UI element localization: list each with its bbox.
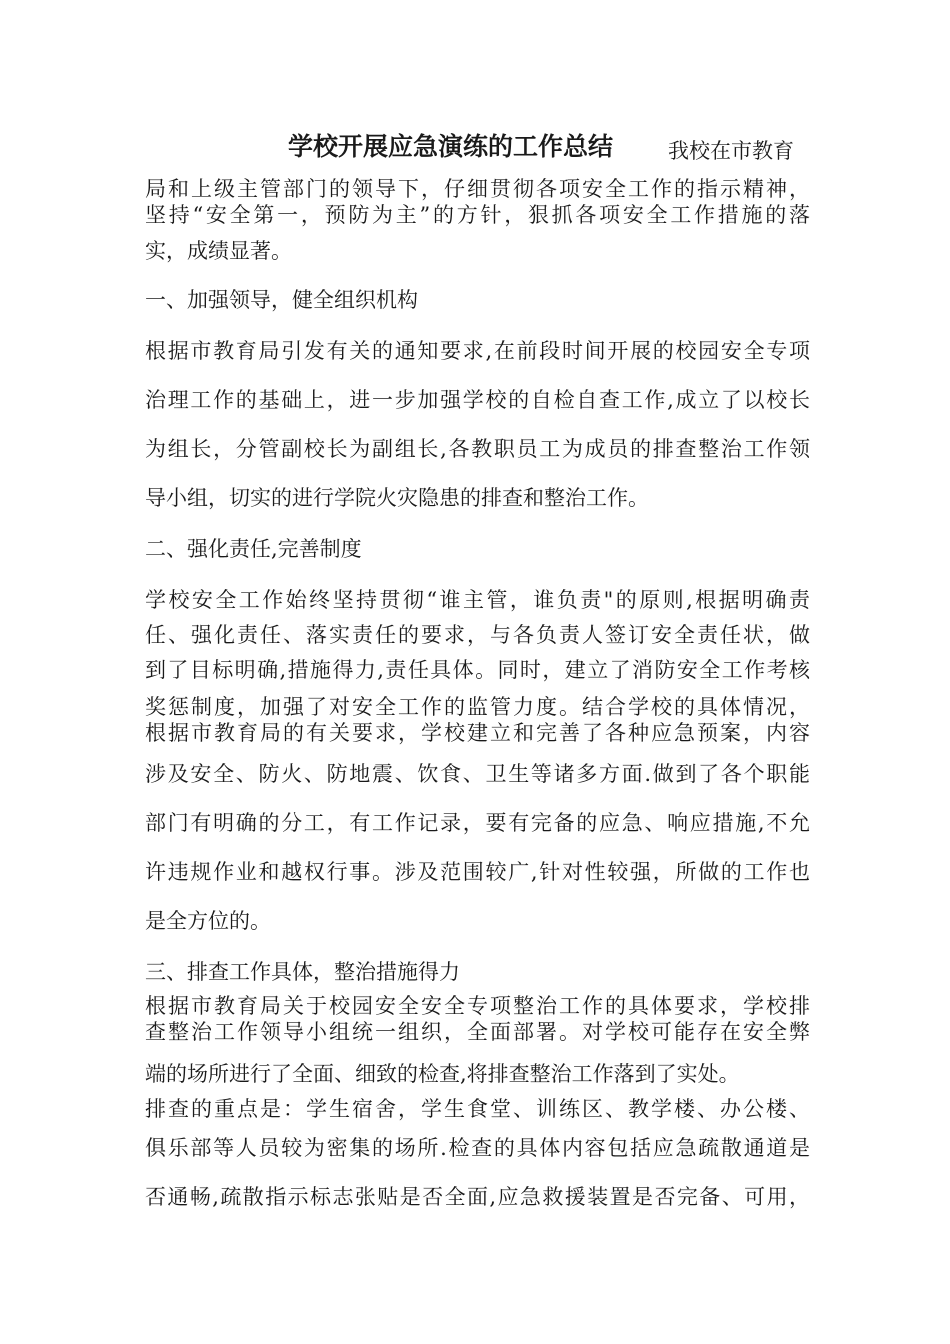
body-line: 到了目标明确,措施得力,责任具体。同时，建立了消防安全工作考核: [145, 658, 810, 682]
body-line: 根据市教育局关于校园安全安全专项整治工作的具体要求，学校排: [145, 994, 810, 1018]
body-line: 许违规作业和越权行事。涉及范围较广,针对性较强，所做的工作也: [145, 860, 810, 884]
body-line: 实，成绩显著。: [145, 239, 292, 263]
body-line: 是全方位的。: [145, 909, 271, 933]
body-line: 部门有明确的分工，有工作记录，要有完备的应急、响应措施,不允: [145, 811, 810, 835]
body-line: 俱乐部等人员较为密集的场所.检查的具体内容包括应急疏散通道是: [145, 1136, 810, 1160]
body-line: 否通畅,疏散指示标志张贴是否全面,应急救援装置是否完备、可用，: [145, 1185, 810, 1209]
body-line: 查整治工作领导小组统一组织，全面部署。对学校可能存在安全弊: [145, 1020, 810, 1044]
body-line: 涉及安全、防火、防地震、饮食、卫生等诸多方面.做到了各个职能: [145, 762, 810, 786]
body-line: 坚持“安全第一，预防为主”的方针，狠抓各项安全工作措施的落: [145, 203, 810, 227]
document-title: 学校开展应急演练的工作总结: [288, 132, 614, 161]
section-heading: 二、强化责任,完善制度: [145, 537, 362, 561]
section-heading: 三、排查工作具体，整治措施得力: [145, 960, 460, 984]
intro-line: 我校在市教育: [668, 139, 794, 163]
body-line: 排查的重点是：学生宿舍，学生食堂、训练区、教学楼、办公楼、: [145, 1097, 810, 1121]
body-line: 端的场所进行了全面、细致的检查,将排查整治工作落到了实处。: [145, 1062, 740, 1086]
body-line: 治理工作的基础上，进一步加强学校的自检自查工作,成立了以校长: [145, 388, 810, 412]
body-line: 奖惩制度，加强了对安全工作的监管力度。结合学校的具体情况，: [145, 695, 810, 719]
body-line: 导小组，切实的进行学院火灾隐患的排查和整治工作。: [145, 486, 649, 510]
body-line: 根据市教育局引发有关的通知要求,在前段时间开展的校园安全专项: [145, 339, 810, 363]
body-line: 为组长，分管副校长为副组长,各教职员工为成员的排查整治工作领: [145, 437, 810, 461]
body-line: 任、强化责任、落实责任的要求，与各负责人签订安全责任状，做: [145, 623, 810, 647]
body-line: 根据市教育局的有关要求，学校建立和完善了各种应急预案，内容: [145, 721, 810, 745]
body-line: 学校安全工作始终坚持贯彻“谁主管，谁负责"的原则,根据明确责: [145, 588, 810, 612]
section-heading: 一、加强领导，健全组织机构: [145, 288, 418, 312]
body-line: 局和上级主管部门的领导下，仔细贯彻各项安全工作的指示精神，: [145, 177, 810, 201]
